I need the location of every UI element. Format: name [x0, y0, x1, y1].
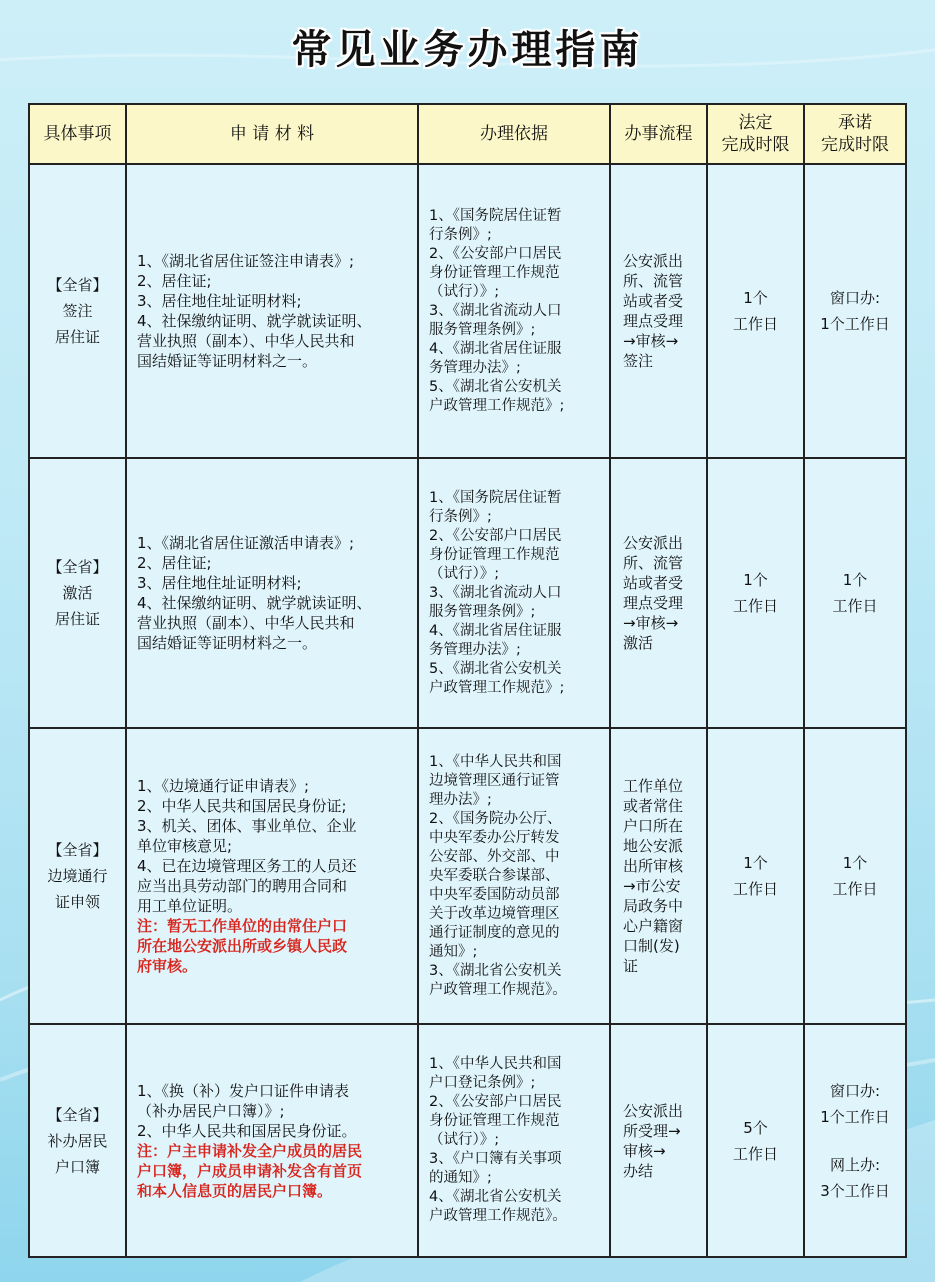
- legal-limit-cell: [707, 728, 804, 1024]
- materials-cell-line: 国结婚证等证明材料之一。: [137, 352, 318, 370]
- basis-cell-line: 身份证管理工作规范: [429, 264, 560, 281]
- item-cell: [29, 728, 126, 1024]
- table-row: [29, 458, 906, 728]
- item-cell-line: 居住证: [54, 610, 100, 628]
- basis-cell-line: 2、《公安部户口居民: [429, 527, 562, 544]
- promise-limit-cell-line: 1个工作日: [820, 1107, 890, 1126]
- basis-cell-line: 户政管理工作规范》。: [429, 1208, 567, 1224]
- materials-cell-line: 应当出具劳动部门的聘用合同和: [137, 877, 348, 895]
- basis-cell-line: 务管理办法》;: [429, 641, 521, 658]
- legal-limit-cell: [707, 458, 804, 728]
- item-cell-line: 证申领: [54, 893, 100, 911]
- item-cell-line: 签注: [62, 302, 93, 320]
- item-cell-line: 【全省】: [47, 841, 108, 859]
- materials-cell-line: 2、居住证;: [137, 272, 212, 290]
- table-row: [29, 728, 906, 1024]
- materials-cell-line: 2、中华人民共和国居民身份证。: [137, 1121, 357, 1140]
- basis-cell-line: 3、《户口簿有关事项: [429, 1151, 562, 1167]
- header-promise-line1: 承诺: [838, 113, 872, 133]
- table-header-row: [29, 104, 906, 164]
- materials-cell-line: 1、《湖北省居住证签注申请表》;: [137, 252, 355, 270]
- materials-cell-line: 4、社保缴纳证明、就学就读证明、: [137, 594, 372, 612]
- basis-cell-line: 4、《湖北省公安机关: [429, 1189, 562, 1205]
- basis-cell-line: 户政管理工作规范》。: [429, 981, 567, 998]
- promise-limit-cell-line: 1个工作日: [820, 315, 890, 333]
- process-cell-line: 所、流管: [623, 554, 684, 572]
- basis-cell-line: 户口登记条例》;: [429, 1075, 536, 1091]
- process-cell-line: 站或者受: [623, 574, 684, 592]
- promise-limit-cell-line: 1个: [842, 854, 868, 872]
- basis-cell-line: 通行证制度的意见的: [429, 924, 560, 941]
- materials-cell-line: 4、社保缴纳证明、就学就读证明、: [137, 312, 372, 330]
- basis-cell: [418, 164, 610, 458]
- basis-cell-line: 身份证管理工作规范: [429, 1113, 560, 1129]
- header-legal-line1: 法定: [738, 113, 773, 133]
- materials-cell: [126, 728, 418, 1024]
- basis-cell-line: 4、《湖北省居住证服: [429, 622, 562, 639]
- basis-cell-line: 服务管理条例》;: [429, 603, 536, 620]
- basis-cell-line: 户政管理工作规范》;: [429, 397, 565, 414]
- legal-limit-cell-line: 工作日: [732, 880, 778, 898]
- legal-limit-cell-line: 工作日: [732, 597, 778, 615]
- basis-cell-line: （试行）》;: [429, 283, 500, 300]
- process-cell-line: 公安派出: [623, 534, 684, 552]
- materials-cell-line: 1、《换（补）发户口证件申请表: [137, 1081, 350, 1100]
- basis-cell-line: 中央军委办公厅转发: [429, 829, 560, 846]
- process-cell-line: 签注: [623, 352, 654, 370]
- item-cell: [29, 1024, 126, 1257]
- item-cell: [29, 458, 126, 728]
- item-cell-line: 边境通行: [47, 867, 108, 885]
- service-guide-table: [28, 103, 907, 1258]
- basis-cell-line: 3、《湖北省流动人口: [429, 302, 562, 319]
- basis-cell-line: 行条例》;: [429, 508, 492, 525]
- process-cell: [610, 728, 707, 1024]
- process-cell: [610, 164, 707, 458]
- basis-cell-line: 行条例》;: [429, 226, 492, 243]
- promise-gap: [806, 1130, 904, 1152]
- materials-cell-line: 用工单位证明。: [137, 897, 243, 915]
- process-cell-line: 公安派出: [623, 1101, 684, 1120]
- materials-note-line: 注：户主申请补发全户成员的居民: [137, 1141, 363, 1160]
- legal-limit-cell-line: 1个: [743, 854, 768, 872]
- materials-cell-line: 国结婚证等证明材料之一。: [137, 634, 318, 652]
- process-cell-line: 地公安派: [623, 837, 684, 855]
- basis-cell-line: 4、《湖北省居住证服: [429, 340, 562, 357]
- process-cell-line: 户口所在: [623, 817, 684, 835]
- promise-limit-cell-line: 网上办:: [829, 1155, 881, 1174]
- basis-cell-line: 3、《湖北省流动人口: [429, 584, 562, 601]
- promise-limit-cell-line: 1个: [842, 571, 868, 589]
- legal-limit-cell: [707, 1024, 804, 1257]
- materials-cell-line: 单位审核意见;: [137, 837, 233, 855]
- basis-cell-line: 3、《湖北省公安机关: [429, 962, 562, 979]
- item-cell-line: 【全省】: [47, 276, 108, 294]
- materials-cell-line: 3、居住地住址证明材料;: [137, 292, 302, 310]
- materials-note-line: 府审核。: [137, 957, 198, 975]
- basis-cell-line: 通知》;: [429, 943, 478, 960]
- legal-limit-cell-line: 1个: [743, 289, 768, 307]
- process-cell-line: 工作单位: [623, 777, 684, 795]
- basis-cell-line: 的通知》;: [429, 1170, 492, 1186]
- header-item: 具体事项: [29, 104, 126, 164]
- promise-limit-cell: [804, 458, 906, 728]
- promise-limit-cell: [804, 1024, 906, 1257]
- materials-note-line: 户口簿，户成员申请补发含有首页: [137, 1161, 363, 1180]
- promise-limit-cell: [804, 728, 906, 1024]
- process-cell-line: 口制(发): [623, 937, 680, 955]
- process-cell-line: 局政务中: [623, 897, 684, 915]
- process-cell-line: 证: [623, 957, 639, 975]
- process-cell-line: 审核→: [623, 1141, 666, 1160]
- basis-cell: [418, 458, 610, 728]
- header-legal-limit: [707, 104, 804, 164]
- materials-note-line: 和本人信息页的居民户口簿。: [137, 1181, 333, 1200]
- basis-cell-line: 1、《中华人民共和国: [429, 753, 562, 770]
- basis-cell-line: 5、《湖北省公安机关: [429, 378, 562, 395]
- promise-limit-cell: [804, 164, 906, 458]
- basis-cell-line: 央军委联合参谋部、: [429, 867, 560, 884]
- basis-cell-line: 1、《国务院居住证暂: [429, 207, 562, 224]
- basis-cell: [418, 1024, 610, 1257]
- legal-limit-cell-line: 工作日: [732, 1144, 778, 1163]
- legal-limit-cell: [707, 164, 804, 458]
- promise-limit-cell-line: 窗口办:: [829, 1081, 881, 1100]
- basis-cell-line: （试行）》;: [429, 565, 500, 582]
- materials-cell-line: 2、中华人民共和国居民身份证;: [137, 797, 347, 815]
- item-cell-line: 补办居民: [47, 1131, 108, 1150]
- basis-cell-line: 1、《国务院居住证暂: [429, 489, 562, 506]
- basis-cell-line: 中央军委国防动员部: [429, 886, 560, 903]
- process-cell-line: 出所审核: [623, 857, 684, 875]
- process-cell: [610, 1024, 707, 1257]
- basis-cell-line: （试行）》;: [429, 1132, 500, 1148]
- basis-cell-line: 务管理办法》;: [429, 359, 521, 376]
- process-cell-line: →市公安: [623, 877, 681, 895]
- materials-cell-line: 4、已在边境管理区务工的人员还: [137, 857, 357, 875]
- process-cell-line: 激活: [623, 634, 654, 652]
- process-cell-line: 理点受理: [623, 312, 684, 330]
- basis-cell-line: 理办法》;: [429, 791, 492, 808]
- header-legal-line2: 完成时限: [721, 135, 790, 155]
- process-cell-line: 理点受理: [623, 594, 684, 612]
- process-cell-line: 心户籍窗: [623, 917, 684, 935]
- item-cell-line: 户口簿: [54, 1157, 100, 1176]
- materials-note-line: 所在地公安派出所或乡镇人民政: [137, 937, 348, 955]
- process-cell-line: 所、流管: [623, 272, 684, 290]
- basis-cell-line: 关于改革边境管理区: [429, 905, 560, 922]
- item-cell-line: 【全省】: [47, 1105, 108, 1124]
- materials-cell: [126, 1024, 418, 1257]
- legal-limit-cell-line: 工作日: [732, 315, 778, 333]
- materials-cell-line: 营业执照（副本）、中华人民共和: [137, 332, 355, 350]
- basis-cell-line: 5、《湖北省公安机关: [429, 660, 562, 677]
- basis-cell-line: 边境管理区通行证管: [429, 772, 560, 789]
- promise-limit-cell-line: 窗口办:: [829, 289, 881, 307]
- basis-cell-line: 户政管理工作规范》;: [429, 679, 565, 696]
- header-promise-limit: [804, 104, 906, 164]
- basis-cell: [418, 728, 610, 1024]
- legal-limit-cell-line: 5个: [743, 1118, 768, 1137]
- materials-cell-line: 1、《边境通行证申请表》;: [137, 777, 310, 795]
- materials-cell-line: 3、居住地住址证明材料;: [137, 574, 302, 592]
- basis-cell-line: 公安部、外交部、中: [429, 848, 560, 865]
- materials-cell-line: 1、《湖北省居住证激活申请表》;: [137, 534, 355, 552]
- basis-cell-line: 身份证管理工作规范: [429, 546, 560, 563]
- header-process: 办事流程: [610, 104, 707, 164]
- item-cell-line: 【全省】: [47, 558, 108, 576]
- legal-limit-cell-line: 1个: [743, 571, 768, 589]
- process-cell-line: 公安派出: [623, 252, 684, 270]
- item-cell: [29, 164, 126, 458]
- basis-cell-line: 2、《公安部户口居民: [429, 1094, 562, 1110]
- materials-note-line: 注：暂无工作单位的由常住户口: [137, 917, 348, 935]
- process-cell-line: 或者常住: [623, 797, 684, 815]
- basis-cell-line: 2、《公安部户口居民: [429, 245, 562, 262]
- header-materials: 申 请 材 料: [126, 104, 418, 164]
- page-title: 常见业务办理指南: [291, 26, 644, 73]
- materials-cell-line: 2、居住证;: [137, 554, 212, 572]
- header-promise-line2: 完成时限: [821, 135, 889, 155]
- materials-cell-line: （补办居民户口簿）》;: [137, 1101, 285, 1120]
- table-row: [29, 1024, 906, 1257]
- promise-limit-cell-line: 工作日: [832, 597, 878, 615]
- item-cell-line: 激活: [62, 584, 93, 602]
- header-basis: 办理依据: [418, 104, 610, 164]
- basis-cell-line: 服务管理条例》;: [429, 321, 536, 338]
- process-cell-line: →审核→: [623, 614, 679, 632]
- promise-limit-cell-line: 3个工作日: [820, 1181, 890, 1200]
- item-cell-line: 居住证: [54, 328, 100, 346]
- materials-cell: [126, 164, 418, 458]
- process-cell-line: 办结: [623, 1161, 654, 1180]
- materials-cell: [126, 458, 418, 728]
- process-cell-line: →审核→: [623, 332, 679, 350]
- promise-limit-cell-line: 工作日: [832, 880, 878, 898]
- materials-cell-line: 营业执照（副本）、中华人民共和: [137, 614, 355, 632]
- process-cell: [610, 458, 707, 728]
- process-cell-line: 站或者受: [623, 292, 684, 310]
- materials-cell-line: 3、机关、团体、事业单位、企业: [137, 817, 357, 835]
- basis-cell-line: 1、《中华人民共和国: [429, 1056, 562, 1072]
- table-row: [29, 164, 906, 458]
- process-cell-line: 所受理→: [623, 1121, 681, 1140]
- basis-cell-line: 2、《国务院办公厅、: [429, 810, 562, 827]
